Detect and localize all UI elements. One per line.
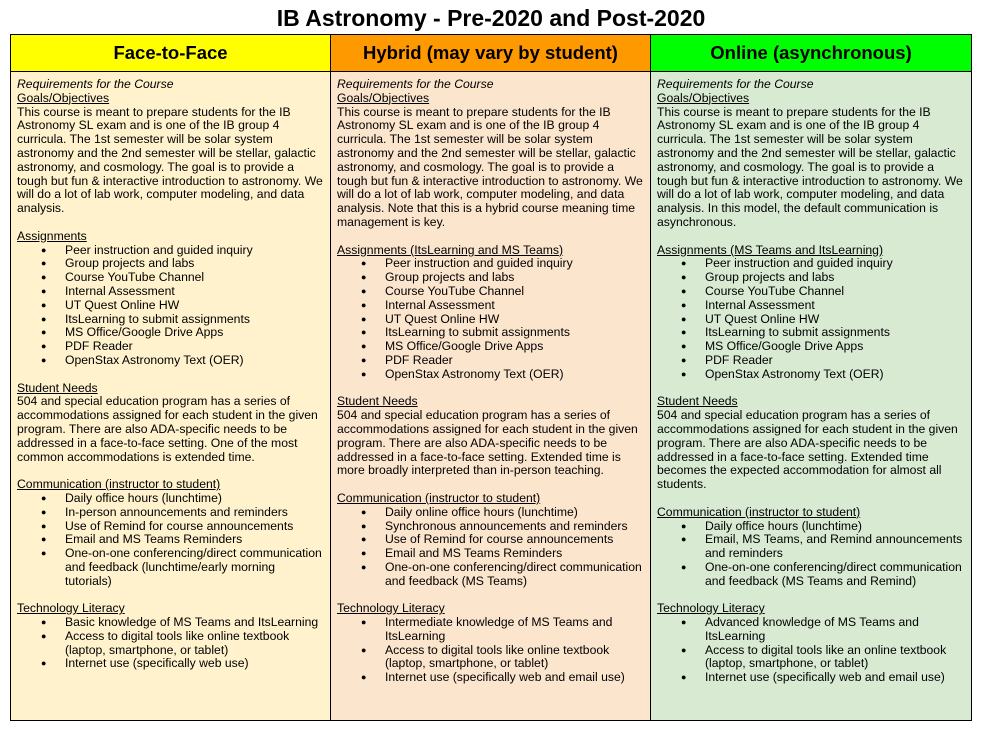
goals-text: This course is meant to prepare students for the IB Astronomy SL exam and is one of the IB group 4 curricula. The 1st semester will be solar system astronomy and the 2nd semester will be stellar, galactic astronomy, and cosmology. The goal is to provide a tough but fun & interactive introduction to astronomy. We will do a lot of lab work, computer modeling, and data analysis.	[17, 104, 323, 216]
technology-item: ● Access to digital tools like online textbook (laptop, smartphone, or tablet)	[385, 644, 644, 672]
technology-literacy-heading: Technology Literacy	[657, 601, 765, 616]
communication-list	[657, 520, 965, 589]
assignment-item: ● PDF Reader	[385, 354, 644, 368]
communication-item: ● Email and MS Teams Reminders	[65, 533, 324, 547]
assignments-heading: Assignments (ItsLearning and MS Teams)	[337, 242, 564, 257]
communication-heading: Communication (instructor to student)	[17, 477, 221, 492]
technology-item: ● Access to digital tools like an online textbook (laptop, smartphone, or tablet)	[705, 644, 965, 672]
assignment-list	[17, 244, 324, 368]
technology-literacy-heading: Technology Literacy	[337, 601, 445, 616]
spacer	[17, 368, 324, 382]
student-needs-heading: Student Needs	[657, 394, 738, 409]
requirements-label: Requirements for the Course	[337, 77, 494, 91]
column-header-hybrid: Hybrid (may vary by student)	[331, 35, 651, 72]
assignment-item: ● Course YouTube Channel	[705, 285, 965, 299]
spacer	[657, 492, 965, 506]
spacer	[17, 216, 324, 230]
technology-item: ● Advanced knowledge of MS Teams and ItsLearning	[705, 616, 965, 644]
assignment-item: ● MS Office/Google Drive Apps	[65, 326, 324, 340]
student-needs-text: 504 and special education program has a series of accommodations assigned for each student in the given program. There are also ADA-specific needs to be addressed in a face-to-face setting. Extended time becomes the expected accommodation for almost all students.	[657, 408, 958, 492]
assignment-item: ● OpenStax Astronomy Text (OER)	[385, 368, 644, 382]
communication-item: ● Synchronous announcements and reminders	[385, 520, 644, 534]
communication-item: ● One-on-one conferencing/direct communication and feedback (MS Teams)	[385, 561, 644, 589]
assignment-item: ● PDF Reader	[65, 340, 324, 354]
student-needs-heading: Student Needs	[337, 394, 418, 409]
requirements-label: Requirements for the Course	[657, 77, 814, 91]
communication-item: ● In-person announcements and reminders	[65, 506, 324, 520]
communication-list	[17, 492, 324, 589]
communication-heading: Communication (instructor to student)	[657, 504, 861, 519]
column-header-online: Online (asynchronous)	[651, 35, 972, 72]
spacer	[337, 588, 644, 602]
spacer	[337, 382, 644, 396]
assignment-item: ● UT Quest Online HW	[65, 299, 324, 313]
technology-list	[337, 616, 644, 685]
technology-item: ● Internet use (specifically web and email use)	[385, 671, 644, 685]
assignment-item: ● Internal Assessment	[65, 285, 324, 299]
assignment-item: ● MS Office/Google Drive Apps	[385, 340, 644, 354]
column-face-to-face	[11, 72, 331, 721]
spacer	[657, 588, 965, 602]
assignment-item: ● UT Quest Online HW	[385, 313, 644, 327]
assignment-item: ● ItsLearning to submit assignments	[385, 326, 644, 340]
technology-item: ● Access to digital tools like online textbook (laptop, smartphone, or tablet)	[65, 630, 324, 658]
communication-item: ● Daily office hours (lunchtime)	[705, 520, 965, 534]
spacer	[337, 478, 644, 492]
goals-heading: Goals/Objectives	[17, 90, 110, 105]
assignments-heading: Assignments (MS Teams and ItsLearning)	[657, 242, 884, 257]
goals-heading: Goals/Objectives	[657, 90, 750, 105]
assignments-heading: Assignments	[17, 228, 87, 243]
communication-heading: Communication (instructor to student)	[337, 490, 541, 505]
content-row	[11, 72, 972, 721]
page-title: IB Astronomy - Pre-2020 and Post-2020	[276, 5, 706, 31]
assignment-item: ● Group projects and labs	[385, 271, 644, 285]
assignment-item: ● Peer instruction and guided inquiry	[385, 257, 644, 271]
spacer	[17, 588, 324, 602]
assignment-item: ● Internal Assessment	[385, 299, 644, 313]
column-online	[651, 72, 972, 721]
assignment-item: ● Peer instruction and guided inquiry	[705, 257, 965, 271]
spacer	[657, 230, 965, 244]
spacer	[337, 230, 644, 244]
goals-heading: Goals/Objectives	[337, 90, 430, 105]
technology-literacy-heading: Technology Literacy	[17, 601, 125, 616]
communication-item: ● Use of Remind for course announcements	[385, 533, 644, 547]
assignment-item: ● Group projects and labs	[705, 271, 965, 285]
technology-item: ● Intermediate knowledge of MS Teams and ItsLearning	[385, 616, 644, 644]
assignment-item: ● Course YouTube Channel	[385, 285, 644, 299]
student-needs-text: 504 and special education program has a series of accommodations assigned for each student in the given program. There are also ADA-specific needs to be addressed in a face-to-face setting. Extended time is more broadly interpreted than in-person teaching.	[337, 408, 638, 478]
communication-item: ● Email, MS Teams, and Remind announcements and reminders	[705, 533, 965, 561]
communication-item: ● One-on-one conferencing/direct communication and feedback (MS Teams and Remind)	[705, 561, 965, 589]
column-header-face-to-face: Face-to-Face	[11, 35, 331, 72]
technology-list	[17, 616, 324, 671]
assignment-item: ● Group projects and labs	[65, 257, 324, 271]
column-hybrid	[331, 72, 651, 721]
technology-list	[657, 616, 965, 685]
communication-item: ● Daily online office hours (lunchtime)	[385, 506, 644, 520]
assignment-item: ● MS Office/Google Drive Apps	[705, 340, 965, 354]
assignment-item: ● OpenStax Astronomy Text (OER)	[705, 368, 965, 382]
assignment-item: ● PDF Reader	[705, 354, 965, 368]
technology-item: ● Internet use (specifically web use)	[65, 657, 324, 671]
requirements-label: Requirements for the Course	[17, 77, 174, 91]
communication-item: ● One-on-one conferencing/direct communication and feedback (lunchtime/early morning tutorials)	[65, 547, 324, 588]
communication-item: ● Daily office hours (lunchtime)	[65, 492, 324, 506]
header-row	[11, 35, 972, 72]
goals-text: This course is meant to prepare students for the IB Astronomy SL exam and is one of the IB group 4 curricula. The 1st semester will be solar system astronomy and the 2nd semester will be stellar, galactic astronomy, and cosmology. The goal is to provide a tough but fun & interactive introduction to astronomy. We will do a lot of lab work, computer modeling, and data analysis. Note that this is a hybrid course meaning time management is key.	[337, 104, 643, 229]
assignment-item: ● ItsLearning to submit assignments	[705, 326, 965, 340]
goals-text: This course is meant to prepare students for the IB Astronomy SL exam and is one of the IB group 4 curricula. The 1st semester will be solar system astronomy and the 2nd semester will be stellar, galactic astronomy, and cosmology. The goal is to provide a tough but fun & interactive introduction to astronomy. We will do a lot of lab work, computer modeling, and data analysis. In this model, the default communication is asynchronous.	[657, 104, 963, 229]
technology-item: ● Basic knowledge of MS Teams and ItsLearning	[65, 616, 324, 630]
assignment-item: ● Course YouTube Channel	[65, 271, 324, 285]
communication-item: ● Use of Remind for course announcements	[65, 520, 324, 534]
spacer	[17, 464, 324, 478]
assignment-item: ● OpenStax Astronomy Text (OER)	[65, 354, 324, 368]
assignment-list	[337, 257, 644, 381]
communication-item: ● Email and MS Teams Reminders	[385, 547, 644, 561]
spacer	[657, 382, 965, 396]
assignment-item: ● UT Quest Online HW	[705, 313, 965, 327]
comparison-table	[10, 34, 972, 721]
assignment-item: ● ItsLearning to submit assignments	[65, 313, 324, 327]
assignment-list	[657, 257, 965, 381]
student-needs-text: 504 and special education program has a series of accommodations assigned for each student in the given program. There are also ADA-specific needs to be addressed in a face-to-face setting. One of the most common accommodations is extended time.	[17, 394, 318, 464]
assignment-item: ● Internal Assessment	[705, 299, 965, 313]
assignment-item: ● Peer instruction and guided inquiry	[65, 244, 324, 258]
student-needs-heading: Student Needs	[17, 380, 98, 395]
technology-item: ● Internet use (specifically web and email use)	[705, 671, 965, 685]
communication-list	[337, 506, 644, 589]
